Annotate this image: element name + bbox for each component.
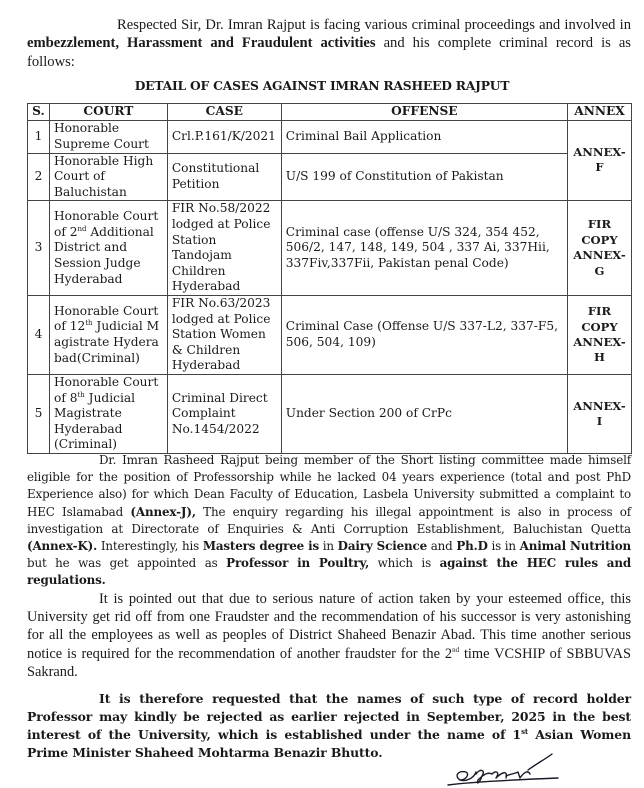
annex-line: ANNEX- xyxy=(573,248,626,263)
para2-text: Dr. Imran Rasheed Rajput being member of the Short listing committee made himself eligible for the position of Professorship while he lacked 04 years experience (total and post PhD Experience also) for which Dean Faculty of Education, Lasbela University submitted a complaint to HEC Islamabad xyxy=(27,453,631,519)
cell-s: 1 xyxy=(28,120,50,153)
para4-text: Asian Women Prime Minister Shaheed Mohtarma Benazir Bhutto. xyxy=(27,727,631,760)
court-ordinal-suffix: th xyxy=(85,319,93,328)
successor-paragraph xyxy=(27,590,631,681)
cell-s: 3 xyxy=(28,201,50,296)
para2-text: in xyxy=(319,539,338,554)
court-text: Judicial Magistrate Hyderabad(Criminal) xyxy=(53,319,160,365)
cell-s: 5 xyxy=(28,374,50,453)
cell-offense: U/S 199 of Constitution of Pakistan xyxy=(281,153,567,201)
table-row xyxy=(28,120,632,153)
cell-court: Honorable High Court of Baluchistan xyxy=(49,153,167,201)
cell-court xyxy=(49,374,167,453)
annex-line: COPY xyxy=(581,232,618,247)
para2-bold: Masters degree is xyxy=(202,539,320,554)
table-header-row xyxy=(28,104,632,121)
header-annex: ANNEX xyxy=(567,104,631,121)
cases-table xyxy=(27,103,632,454)
annex-line: H xyxy=(594,350,605,365)
court-ordinal: 2 xyxy=(69,224,78,239)
cell-annex xyxy=(567,374,631,453)
cell-offense: Criminal Case (Offense U/S 337-L2, 337-F5, 506, 504, 109) xyxy=(281,295,567,374)
para3-text: It is pointed out that due to serious nature of action taken by your esteemed office, this University get rid off from one Fraudster and the recommendation of his successor is very astonishing for all the employees as well as peoples of District Shaheed Benazir Abad. This time another serious notice is required for the recommendation of another fraudster for the xyxy=(27,591,631,662)
para4-text: It is therefore requested that the names of such type of record holder Professor may kindly be rejected as earlier rejected in September, 2025 in the best interest of the University, which is established under the name of xyxy=(27,691,631,742)
court-ordinal-suffix: nd xyxy=(77,224,87,233)
para2-bold: Ph.D xyxy=(456,539,488,554)
para2-bold: Animal Nutrition xyxy=(519,539,632,554)
court-ordinal: 12 xyxy=(69,319,86,334)
para2-text: is in xyxy=(487,539,520,554)
annex-line: FIR xyxy=(587,217,612,232)
cell-case: Crl.P.161/K/2021 xyxy=(167,120,281,153)
para2-text: and xyxy=(427,539,457,554)
para2-text: Interestingly, his xyxy=(97,539,203,554)
court-text: Additional District and Session Judge Hyderabad xyxy=(53,224,154,286)
header-case: CASE xyxy=(167,104,281,121)
court-text: Honorable Court of xyxy=(53,209,159,239)
annex-line: ANNEX- xyxy=(573,398,626,413)
cell-case: FIR No.58/2022 lodged at Police Station Tandojam Children Hyderabad xyxy=(167,201,281,296)
cell-court xyxy=(49,201,167,296)
intro-text-2: and his complete criminal record is as follows: xyxy=(27,35,631,70)
intro-paragraph xyxy=(27,16,631,71)
cell-case: Constitutional Petition xyxy=(167,153,281,201)
annex-line: ANNEX- xyxy=(573,334,626,349)
court-text: Honorable Court of xyxy=(53,303,159,334)
para4-ordinal: 1 xyxy=(512,727,522,742)
cell-annex xyxy=(567,201,631,296)
annex-k-reference: (Annex-K). xyxy=(27,539,98,554)
para3-ordinal-suffix: nd xyxy=(452,645,460,654)
court-text: Judicial Magistrate Hyderabad (Criminal) xyxy=(53,390,136,452)
signature-image xyxy=(440,752,570,788)
cell-offense: Criminal Bail Application xyxy=(281,120,567,153)
para4-ordinal-suffix: st xyxy=(521,726,529,736)
para2-bold: against the HEC rules and regulations. xyxy=(27,556,632,588)
table-title: DETAIL OF CASES AGAINST IMRAN RASHEED RAJPUT xyxy=(134,78,510,93)
annex-line: ANNEX- xyxy=(573,145,626,160)
table-row xyxy=(28,374,632,453)
para2-bold: Dairy Science xyxy=(337,539,427,554)
cell-annex xyxy=(567,295,631,374)
intro-text-1: Respected Sir, Dr. Imran Rajput is facing various criminal proceedings and involved in xyxy=(117,17,631,33)
para2-bold: Professor in Poultry, xyxy=(226,556,370,571)
cell-court: Honorable Supreme Court xyxy=(49,120,167,153)
header-offense: OFFENSE xyxy=(281,104,567,121)
annex-line: COPY xyxy=(581,319,618,334)
court-text: Honorable Court of xyxy=(53,374,159,405)
header-s: S. xyxy=(28,104,50,121)
para2-text: The enquiry regarding his illegal appointment is also in process of investigation at Directorate of Enquiries & Anti Corruption Establishment, Baluchistan Quetta xyxy=(27,504,631,536)
court-ordinal-suffix: th xyxy=(77,390,85,399)
cell-case: Criminal Direct Complaint No.1454/2022 xyxy=(167,374,281,453)
intro-bold: embezzlement, Harassment and Fraudulent activities xyxy=(27,35,376,52)
annex-line: F xyxy=(595,160,604,175)
para2-text: but he was get appointed as xyxy=(27,556,227,571)
header-court: COURT xyxy=(49,104,167,121)
cell-case: FIR No.63/2023 lodged at Police Station Women & Children Hyderabad xyxy=(167,295,281,374)
appointment-paragraph xyxy=(27,452,631,590)
cell-s: 4 xyxy=(28,295,50,374)
cell-s: 2 xyxy=(28,153,50,201)
table-row xyxy=(28,201,632,296)
cell-annex xyxy=(567,120,631,201)
annex-line: G xyxy=(594,263,605,278)
table-row xyxy=(28,153,632,201)
cell-offense: Criminal case (offense U/S 324, 354 452, 506/2, 147, 148, 149, 504 , 337 Ai, 337Hii, 337Fiv,337Fii, Pakistan penal Code) xyxy=(281,201,567,296)
para3-ordinal: 2 xyxy=(444,645,453,662)
table-row xyxy=(28,295,632,374)
cell-offense: Under Section 200 of CrPc xyxy=(281,374,567,453)
annex-j-reference: (Annex-J), xyxy=(130,504,196,519)
cell-court xyxy=(49,295,167,374)
annex-line: I xyxy=(596,413,603,428)
para2-text: which is xyxy=(369,556,440,571)
annex-line: FIR xyxy=(587,304,612,319)
court-ordinal: 8 xyxy=(69,390,78,405)
para3-text: time VCSHIP of SBBUVAS Sakrand. xyxy=(27,645,631,680)
